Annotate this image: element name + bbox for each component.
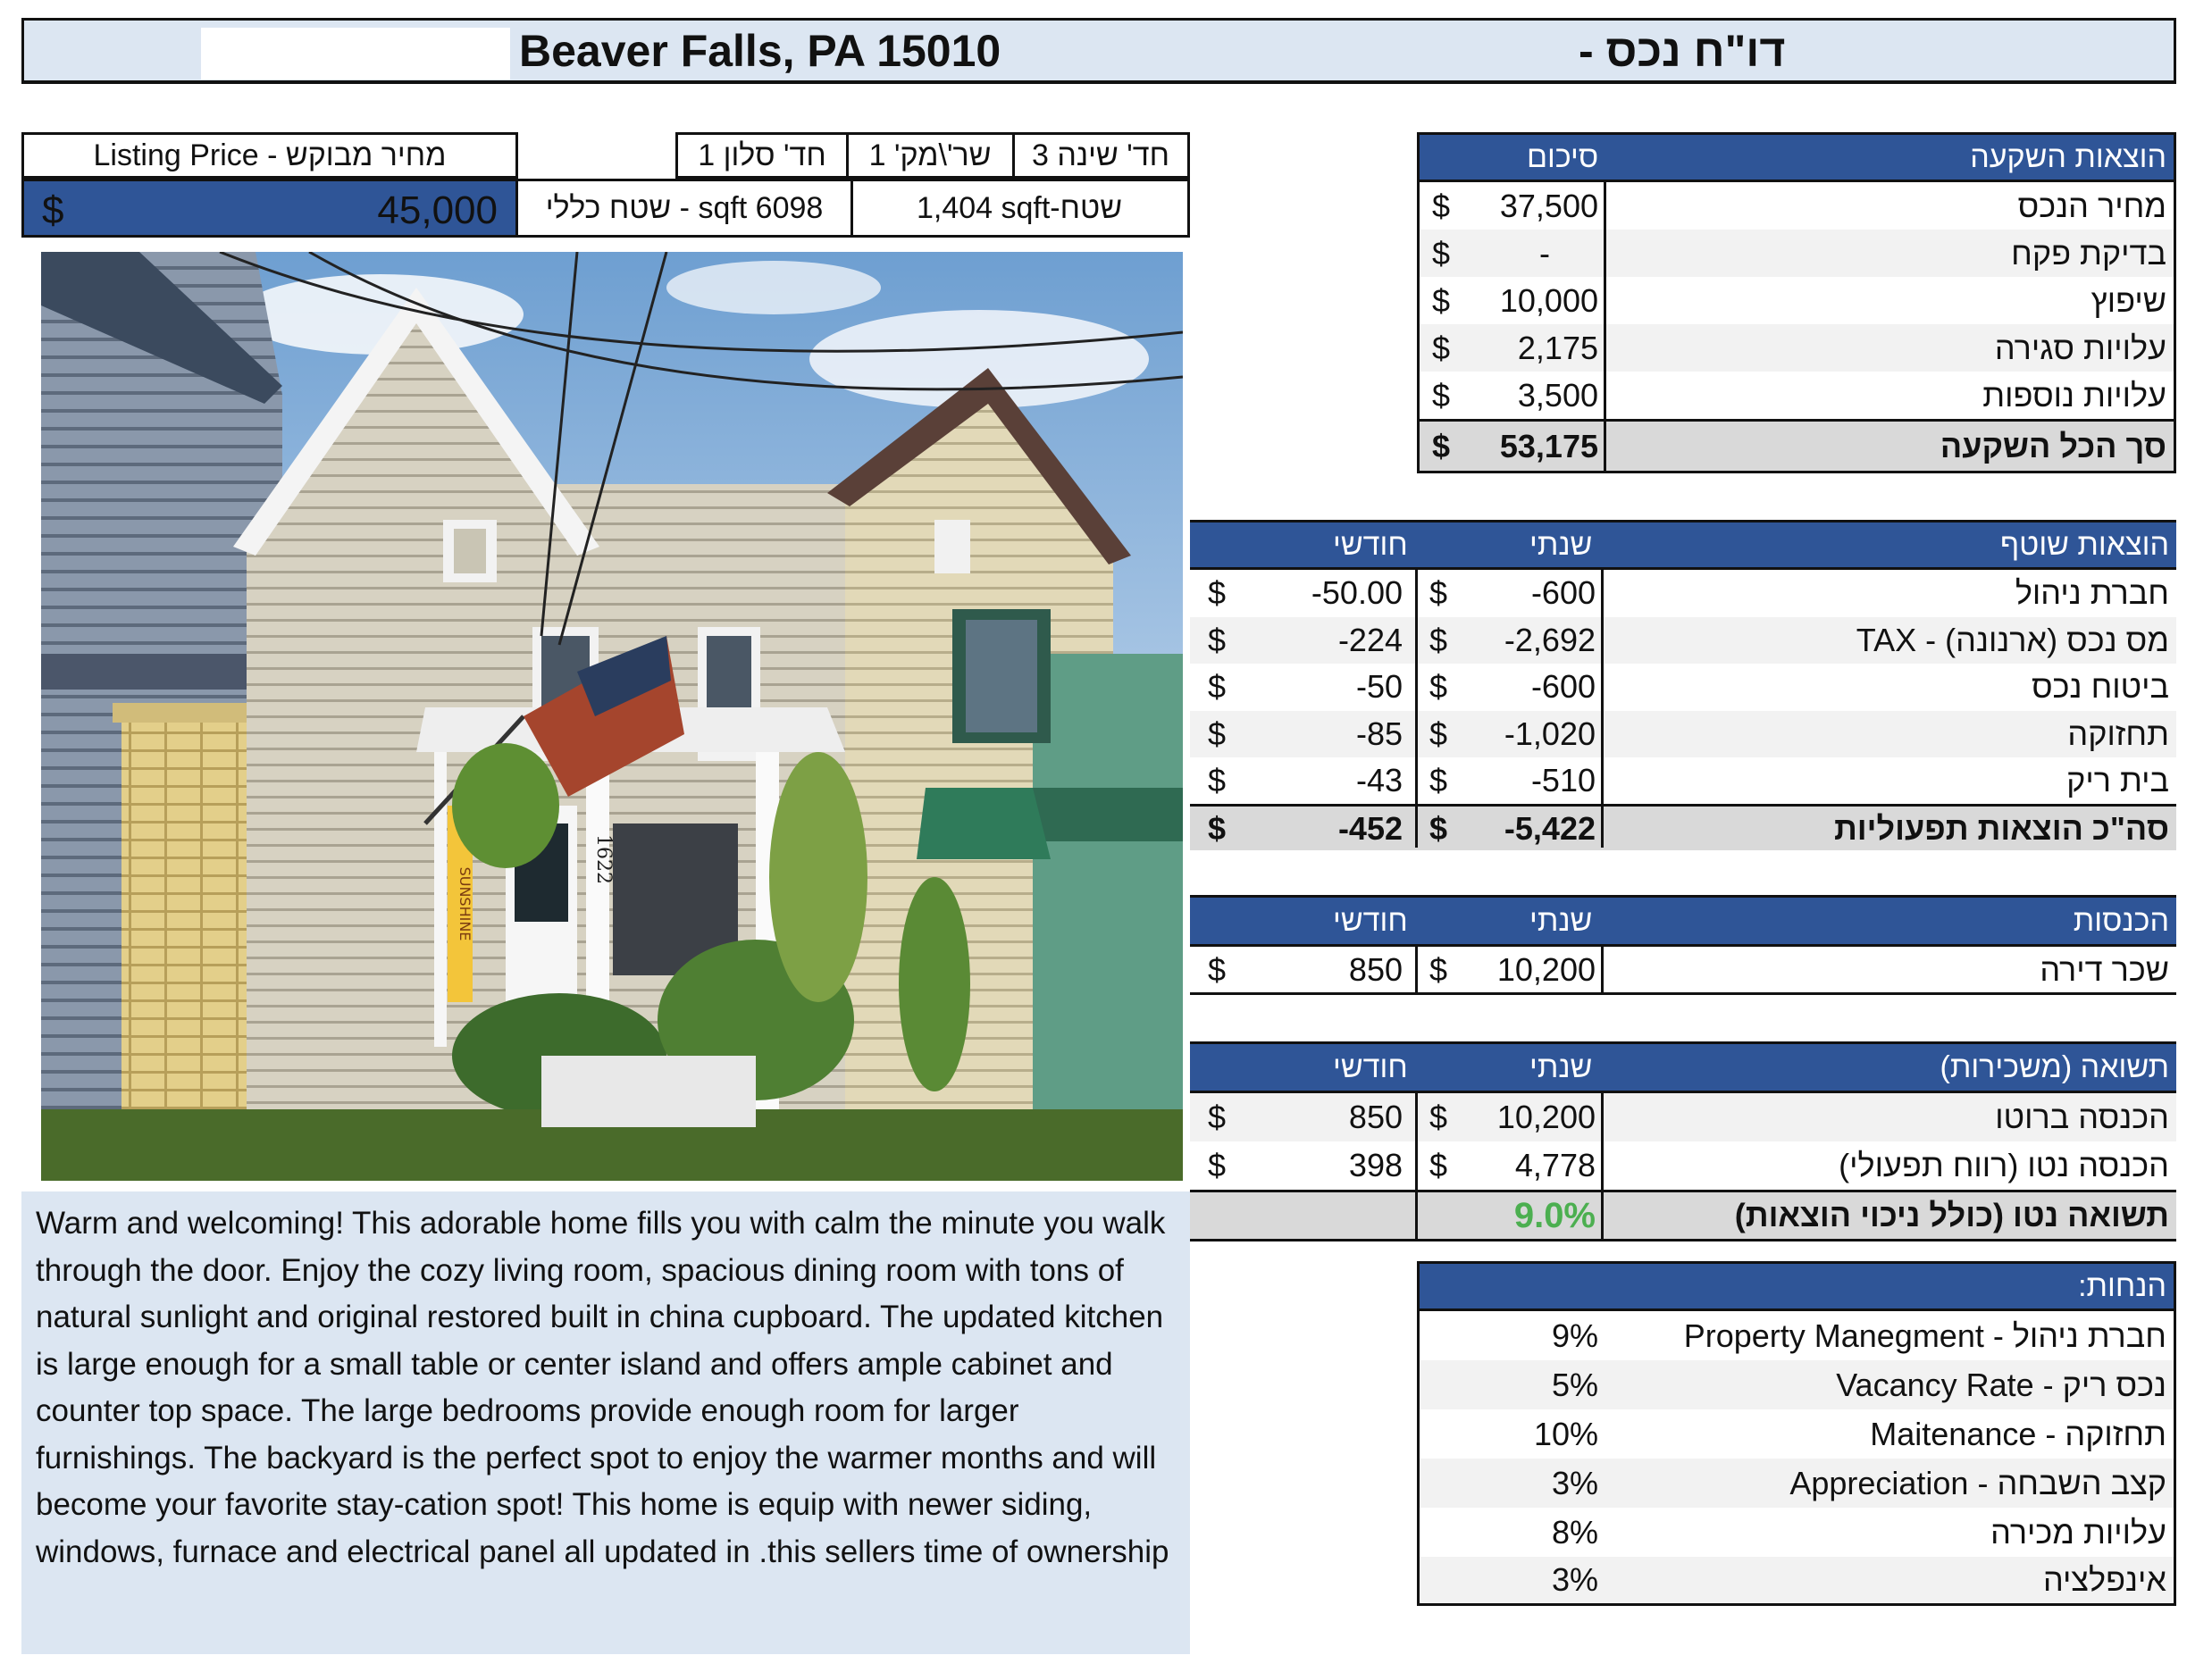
monthly-currency: $ <box>1208 715 1227 752</box>
assumptions-table <box>1417 1261 2176 1606</box>
monthly-value: 850 <box>1348 1099 1403 1135</box>
investment-value: - <box>1539 234 1550 272</box>
yearly-value: 10,200 <box>1496 950 1596 988</box>
operating-row-1 <box>1190 617 2176 665</box>
operating-total-row <box>1190 807 2176 850</box>
returns-row-0 <box>1190 1093 2176 1141</box>
investment-label: שיפוץ <box>2091 281 2166 319</box>
assumption-row-0 <box>1420 1311 2174 1360</box>
yearly-currency: $ <box>1429 950 1448 988</box>
assumption-row-5 <box>1420 1557 2174 1603</box>
assumption-value: 3% <box>1551 1561 1598 1598</box>
investment-value: 10,000 <box>1499 281 1598 319</box>
porch-sign-text: SUNSHINE <box>457 866 473 941</box>
assumptions-header-label: הנחות: <box>2078 1268 2166 1303</box>
house-photo <box>41 252 1183 1181</box>
bathrooms: שר'\מק' 1 <box>868 138 992 172</box>
monthly-currency: $ <box>1208 668 1227 706</box>
operating-label: תחזוקה <box>2067 715 2169 752</box>
investment-currency: $ <box>1432 234 1451 272</box>
assumption-row-3 <box>1420 1459 2174 1508</box>
operating-table <box>1190 520 2176 850</box>
returns-label: הכנסה ברוטו <box>1995 1099 2169 1135</box>
returns-header <box>1190 1044 2176 1091</box>
investment-currency: $ <box>1432 329 1451 366</box>
assumption-label: נכס ריק - Vacancy Rate <box>1836 1366 2166 1403</box>
net-return-value: 9.0% <box>1513 1195 1596 1235</box>
investment-row-3 <box>1420 324 2174 372</box>
income-table <box>1190 895 2176 995</box>
yearly-value: -600 <box>1530 574 1596 612</box>
yearly-currency: $ <box>1429 621 1448 658</box>
operating-label: ביטוח נכס <box>2032 668 2169 706</box>
listing-label-cell <box>21 132 518 179</box>
listing-currency: $ <box>42 188 64 232</box>
assumption-value: 3% <box>1551 1464 1598 1501</box>
listing-label: Listing Price - מחיר מבוקש <box>93 138 447 172</box>
assumption-row-1 <box>1420 1360 2174 1409</box>
property-description-box <box>21 1191 1190 1654</box>
listing-price-value: 45,000 <box>377 188 498 232</box>
monthly-total-currency: $ <box>1208 809 1227 847</box>
bedrooms: חד' שינה 3 <box>1032 138 1169 172</box>
returns-label: הכנסה נטו (רווח תפעולי) <box>1839 1147 2169 1183</box>
investment-currency: $ <box>1432 187 1451 224</box>
income-label: שכר דירה <box>2040 950 2169 988</box>
monthly-value: -43 <box>1355 762 1403 799</box>
investment-row-1 <box>1420 230 2174 277</box>
returns-row-1 <box>1190 1141 2176 1190</box>
income-header-monthly: חודשי <box>1333 903 1408 938</box>
monthly-currency: $ <box>1208 950 1227 988</box>
assumption-label: עלויות מכירה <box>1990 1513 2166 1551</box>
lot-size: sqft 6098 - שטח כללי <box>545 190 824 225</box>
yearly-total-currency: $ <box>1429 809 1448 847</box>
operating-label: בית ריק <box>2066 762 2169 799</box>
yearly-currency: $ <box>1429 668 1448 706</box>
assumption-value: 10% <box>1533 1415 1598 1452</box>
assumption-label: תחזוקה - Maitenance <box>1870 1415 2166 1452</box>
investment-value: 37,500 <box>1499 187 1598 224</box>
operating-header <box>1190 522 2176 567</box>
assumption-value: 5% <box>1551 1366 1598 1403</box>
redacted-box <box>201 28 510 79</box>
operating-label: מס נכס (ארנונה) - TAX <box>1856 621 2169 658</box>
monthly-currency: $ <box>1208 574 1227 612</box>
house-number: 1622 <box>592 834 615 884</box>
rooms-row <box>675 132 1190 179</box>
yearly-currency: $ <box>1429 715 1448 752</box>
yearly-currency: $ <box>1429 574 1448 612</box>
assumption-value: 9% <box>1551 1317 1598 1354</box>
monthly-value: -50.00 <box>1311 574 1403 612</box>
operating-header-monthly: חודשי <box>1333 527 1408 562</box>
investment-header-label: הוצאות השקעה <box>1970 139 2166 174</box>
property-description: Warm and welcoming! This adorable home fills you with calm the minute you walk through the door. Enjoy the cozy living room, spacious dining room with tons of natural sunlight and original restored built in china cupboard. The updated kitchen is large enough for a small table or center island and offers ample cabinet and counter top space. The large bedrooms provide enough room for larger furnishings. The backyard is the perfect spot to enjoy the warmer months and will become your favorite stay-cation spot! This home is equip with newer siding, windows, furnace and electrical panel all updated in .this sellers time of ownership <box>36 1206 1169 1569</box>
investment-row-0 <box>1420 182 2174 230</box>
monthly-currency: $ <box>1208 1147 1227 1183</box>
assumptions-header <box>1420 1264 2174 1308</box>
yearly-value: -2,692 <box>1504 621 1596 658</box>
address-title: Beaver Falls, PA 15010 <box>519 26 1001 76</box>
investment-rows <box>1420 182 2174 419</box>
assumption-row-4 <box>1420 1508 2174 1557</box>
yearly-currency: $ <box>1429 1147 1448 1183</box>
investment-label: עלויות נוספות <box>1982 376 2166 414</box>
assumption-row-2 <box>1420 1409 2174 1459</box>
yearly-value: 10,200 <box>1496 1099 1596 1135</box>
operating-header-yearly: שנתי <box>1529 527 1593 562</box>
monthly-currency: $ <box>1208 762 1227 799</box>
income-header-label: הכנסות <box>2073 903 2169 938</box>
investment-value: 2,175 <box>1517 329 1598 366</box>
title-bar <box>21 18 2176 84</box>
income-row-0 <box>1190 947 2176 992</box>
yearly-total-value: -5,422 <box>1504 809 1596 847</box>
monthly-total-value: -452 <box>1337 809 1403 847</box>
investment-row-4 <box>1420 372 2174 419</box>
investment-header-sum: סיכום <box>1527 139 1599 174</box>
yearly-value: -510 <box>1530 762 1596 799</box>
operating-header-label: הוצאות שוטף <box>1999 527 2169 562</box>
investment-header <box>1420 135 2174 180</box>
returns-header-yearly: שנתי <box>1529 1049 1593 1084</box>
assumption-label: קצב השבחה - Appreciation <box>1789 1464 2166 1501</box>
monthly-currency: $ <box>1208 621 1227 658</box>
operating-row-2 <box>1190 664 2176 711</box>
investment-table <box>1417 132 2176 473</box>
investment-label: בדיקת פקח <box>2011 234 2166 272</box>
operating-row-3 <box>1190 711 2176 758</box>
yearly-value: -600 <box>1530 668 1596 706</box>
investment-total-row <box>1420 422 2174 471</box>
house-area: 1,404 sqft-שטח <box>916 190 1123 225</box>
monthly-value: -50 <box>1355 668 1403 706</box>
returns-header-monthly: חודשי <box>1333 1049 1408 1084</box>
yearly-currency: $ <box>1429 762 1448 799</box>
size-row <box>518 179 1190 238</box>
monthly-value: -85 <box>1355 715 1403 752</box>
assumption-value: 8% <box>1551 1513 1598 1551</box>
monthly-value: 850 <box>1348 950 1403 988</box>
operating-total-label: סה"כ הוצאות תפעוליות <box>1833 809 2169 847</box>
operating-rows <box>1190 570 2176 805</box>
investment-total-value: 53,175 <box>1499 427 1598 464</box>
investment-total-label: סך הכל השקעה <box>1940 427 2166 464</box>
living-rooms: חד' סלון 1 <box>698 138 826 172</box>
income-header <box>1190 898 2176 944</box>
monthly-value: 398 <box>1348 1147 1403 1183</box>
yearly-currency: $ <box>1429 1099 1448 1135</box>
investment-currency: $ <box>1432 281 1451 319</box>
operating-row-0 <box>1190 570 2176 617</box>
investment-value: 3,500 <box>1517 376 1598 414</box>
report-title: דו"ח נכס - <box>1579 26 1786 76</box>
monthly-value: -224 <box>1337 621 1403 658</box>
returns-total-label: תשואה נטו (כולל ניכוי הוצאות) <box>1734 1197 2169 1233</box>
investment-total-currency: $ <box>1432 427 1451 464</box>
investment-label: עלויות סגירה <box>1994 329 2166 366</box>
returns-header-label: תשואה (משכירות) <box>1940 1049 2169 1084</box>
operating-row-4 <box>1190 757 2176 805</box>
assumption-label: אינפלציה <box>2042 1561 2166 1598</box>
monthly-currency: $ <box>1208 1099 1227 1135</box>
income-header-yearly: שנתי <box>1529 903 1593 938</box>
listing-price-cell <box>21 179 518 238</box>
investment-currency: $ <box>1432 376 1451 414</box>
returns-total-row <box>1190 1192 2176 1239</box>
returns-table <box>1190 1041 2176 1241</box>
investment-row-2 <box>1420 277 2174 324</box>
yearly-value: 4,778 <box>1514 1147 1596 1183</box>
operating-label: חברת ניהול <box>2015 574 2169 612</box>
yearly-value: -1,020 <box>1504 715 1596 752</box>
investment-label: מחיר הנכס <box>2017 187 2166 224</box>
assumption-label: חברת ניהול - Property Manegment <box>1683 1317 2166 1354</box>
